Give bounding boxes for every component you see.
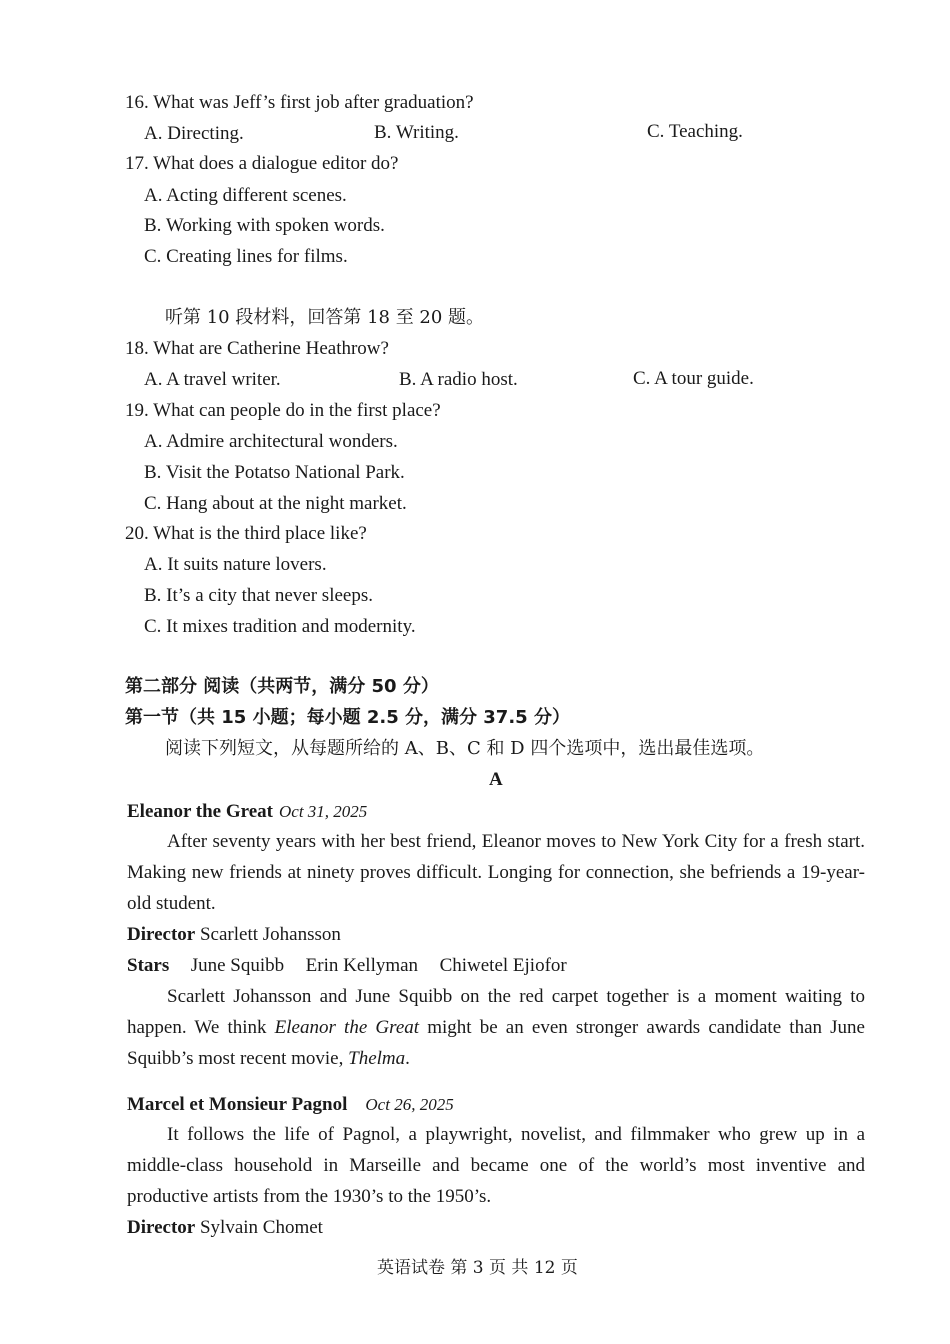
- q20-option-c[interactable]: C. It mixes tradition and modernity.: [144, 616, 416, 637]
- movie2-director-line: [127, 1216, 323, 1240]
- q18-option-b[interactable]: B. A radio host.: [399, 369, 518, 390]
- section1-title: 第一节（共 15 小题；每小题 2.5 分，满分 37.5 分）: [125, 707, 570, 728]
- movie1-director: Scarlett Johansson: [199, 924, 341, 945]
- q16-option-a[interactable]: A. Directing.: [144, 123, 244, 144]
- star-name: June Squibb: [190, 955, 285, 976]
- comment-text: Scarlett Johansson and June Squibb on the red carpet together is a moment waiting to happen. We think: [127, 986, 865, 1038]
- question-19: 19. What can people do in the first place?: [125, 400, 441, 421]
- star-name: Chiwetel Ejiofor: [439, 955, 567, 976]
- q18-option-c[interactable]: C. A tour guide.: [633, 368, 754, 389]
- movie1-title: Eleanor the Great: [127, 801, 273, 822]
- listening-instruction: 听第 10 段材料，回答第 18 至 20 题。: [165, 307, 485, 328]
- q20-option-b[interactable]: B. It’s a city that never sleeps.: [144, 585, 373, 606]
- movie1-director-line: [127, 923, 341, 947]
- page-footer: 英语试卷 第 3 页 共 12 页: [377, 1258, 578, 1278]
- q20-option-a[interactable]: A. It suits nature lovers.: [144, 554, 327, 575]
- q17-option-a[interactable]: A. Acting different scenes.: [144, 185, 347, 206]
- stars-label: Stars: [127, 955, 170, 976]
- director-label: Director: [127, 924, 196, 945]
- question-18: 18. What are Catherine Heathrow?: [125, 338, 389, 359]
- q16-option-c[interactable]: C. Teaching.: [647, 121, 743, 142]
- movie1-heading: [127, 800, 367, 824]
- comment-text: might be an even stronger awards candidate than June Squibb’s most recent movie,: [127, 1017, 865, 1069]
- question-16: 16. What was Jeff’s first job after graduation?: [125, 92, 474, 113]
- movie2-director: Sylvain Chomet: [199, 1217, 323, 1238]
- director-label: Director: [127, 1217, 196, 1238]
- comment-movie-title: Eleanor the Great: [274, 1017, 420, 1038]
- movie1-summary: After seventy years with her best friend, Eleanor moves to New York City for a fresh start. Making new friends at ninety proves difficult. Longing for connection, she befriends a 19-year-old student.: [127, 831, 865, 914]
- q18-option-a[interactable]: A. A travel writer.: [144, 369, 281, 390]
- movie2-title: Marcel et Monsieur Pagnol: [127, 1094, 348, 1115]
- question-17: 17. What does a dialogue editor do?: [125, 153, 399, 174]
- movie1-comment: [127, 981, 865, 1074]
- part2-title: 第二部分 阅读（共两节，满分 50 分）: [125, 676, 439, 697]
- movie2-summary: It follows the life of Pagnol, a playwright, novelist, and filmmaker who grew up in a middle-class household in Marseille and became one of the world’s most inventive and productive artists from the 1930’s to the 1950’s.: [127, 1124, 865, 1207]
- passage-letter: A: [489, 769, 503, 790]
- star-name: Erin Kellyman: [305, 955, 419, 976]
- comment-movie-title: Thelma: [348, 1048, 406, 1069]
- movie1-stars-line: [127, 954, 567, 978]
- comment-end: .: [405, 1048, 410, 1069]
- movie2-heading: [127, 1093, 454, 1117]
- movie2-date: Oct 26, 2025: [365, 1095, 454, 1114]
- q19-option-b[interactable]: B. Visit the Potatso National Park.: [144, 462, 405, 483]
- q16-option-b[interactable]: B. Writing.: [374, 122, 459, 143]
- movie1-date: Oct 31, 2025: [279, 802, 368, 821]
- question-20: 20. What is the third place like?: [125, 523, 367, 544]
- q17-option-c[interactable]: C. Creating lines for films.: [144, 246, 348, 267]
- q17-option-b[interactable]: B. Working with spoken words.: [144, 215, 385, 236]
- reading-instruction: 阅读下列短文，从每题所给的 A、B、C 和 D 四个选项中，选出最佳选项。: [165, 738, 765, 759]
- q19-option-c[interactable]: C. Hang about at the night market.: [144, 493, 407, 514]
- q19-option-a[interactable]: A. Admire architectural wonders.: [144, 431, 398, 452]
